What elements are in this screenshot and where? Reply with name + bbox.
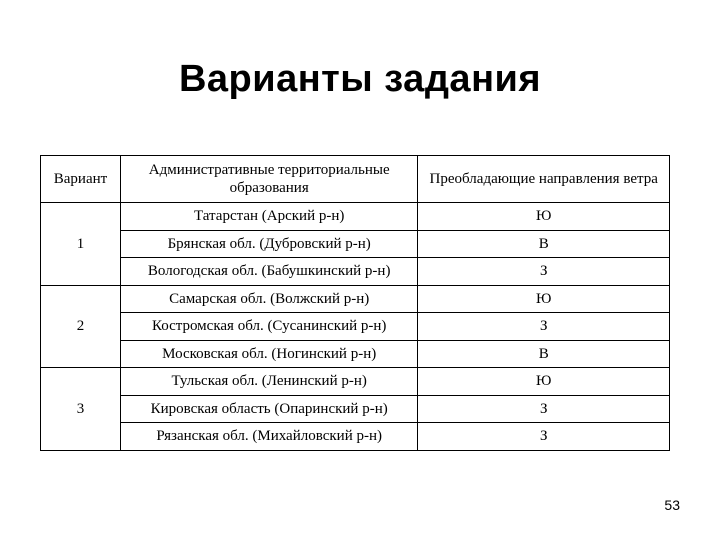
wind-cell: З (418, 395, 670, 423)
header-wind-direction: Преобладающие направления ветра (418, 156, 670, 203)
wind-cell: Ю (418, 285, 670, 313)
table-row (41, 395, 670, 423)
table-row (41, 368, 670, 396)
table-row (41, 258, 670, 286)
table-header-row (41, 156, 670, 203)
wind-cell: В (418, 230, 670, 258)
wind-cell: Ю (418, 203, 670, 231)
table-row (41, 285, 670, 313)
table-row (41, 423, 670, 451)
header-region: Административные территориальные образования (120, 156, 417, 203)
wind-cell: Ю (418, 368, 670, 396)
region-cell: Кировская область (Опаринский р-н) (120, 395, 417, 423)
region-cell: Московская обл. (Ногинский р-н) (120, 340, 417, 368)
variant-cell: 1 (41, 203, 121, 286)
variant-cell: 2 (41, 285, 121, 368)
region-cell: Брянская обл. (Дубровский р-н) (120, 230, 417, 258)
region-cell: Вологодская обл. (Бабушкинский р-н) (120, 258, 417, 286)
region-cell: Костромская обл. (Сусанинский р-н) (120, 313, 417, 341)
region-cell: Тульская обл. (Ленинский р-н) (120, 368, 417, 396)
wind-cell: З (418, 258, 670, 286)
variants-table (40, 155, 670, 451)
wind-cell: З (418, 313, 670, 341)
wind-cell: З (418, 423, 670, 451)
variant-cell: 3 (41, 368, 121, 451)
region-cell: Татарстан (Арский р-н) (120, 203, 417, 231)
page-number: 53 (664, 497, 680, 513)
table-row (41, 340, 670, 368)
region-cell: Самарская обл. (Волжский р-н) (120, 285, 417, 313)
table-row (41, 313, 670, 341)
region-cell: Рязанская обл. (Михайловский р-н) (120, 423, 417, 451)
table-row (41, 203, 670, 231)
slide-title: Варианты задания (178, 58, 542, 100)
table-row (41, 230, 670, 258)
wind-cell: В (418, 340, 670, 368)
header-variant: Вариант (41, 156, 121, 203)
